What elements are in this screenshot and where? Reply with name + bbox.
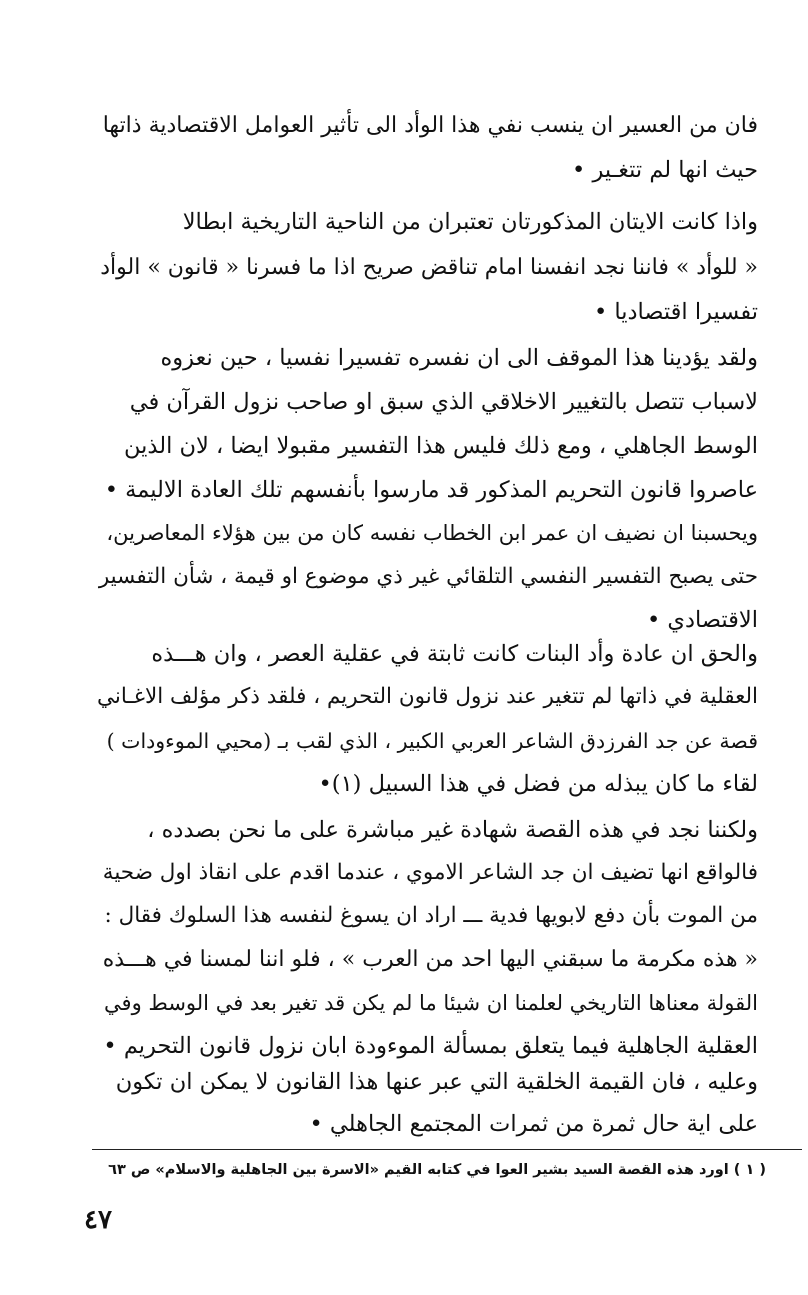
paragraph-line: « هذه مكرمة ما سبقني اليها احد من العرب » ، فلو اننا لمسنا في هـــذه [102,947,758,972]
paragraph-line: على اية حال ثمرة من ثمرات المجتمع الجاهلي • [309,1111,758,1137]
paragraph-line: واذا كانت الايتان المذكورتان تعتبران من الناحية التاريخية ابطالا [182,209,758,235]
paragraph-line: لقاء ما كان يبذله من فضل في هذا السبيل (١)• [318,771,758,797]
paragraph-line: تفسيرا اقتصاديا • [593,299,758,325]
footnote-divider [92,1149,802,1150]
paragraph-line: وعليه ، فان القيمة الخلقية التي عبر عنها هذا القانون لا يمكن ان تكون [115,1069,758,1095]
paragraph-line: العقلية الجاهلية فيما يتعلق بمسألة الموءودة ابان نزول قانون التحريم • [103,1033,758,1059]
paragraph-line: حيث انها لم تتغـير • [572,157,758,183]
paragraph-line: ولكننا نجد في هذه القصة شهادة غير مباشرة على ما نحن بصدده ، [147,817,758,843]
paragraph-line: ولقد يؤدينا هذا الموقف الى ان نفسره تفسيرا نفسيا ، حين نعزوه [160,345,758,371]
paragraph-line: فان من العسير ان ينسب نفي هذا الوأد الى تأثير العوامل الاقتصادية ذاتها [102,113,758,138]
paragraph-line: والحق ان عادة وأد البنات كانت ثابتة في عقلية العصر ، وان هـــذه [151,641,758,667]
paragraph-line: الاقتصادي • [646,607,758,633]
paragraph-line: الوسط الجاهلي ، ومع ذلك فليس هذا التفسير مقبولا ايضا ، لان الذين [124,433,758,459]
paragraph-line: القولة معناها التاريخي لعلمنا ان شيئا ما لم يكن قد تغير بعد في الوسط وفي [104,991,758,1015]
paragraph-line: قصة عن جد الفرزدق الشاعر العربي الكبير ، الذي لقب بـ (محيي الموءودات ) [106,729,758,753]
paragraph-line: العقلية في ذاتها لم تتغير عند نزول قانون التحريم ، فلقد ذكر مؤلف الاغـاني [96,684,758,709]
paragraph-line: « للوأد » فاننا نجد انفسنا امام تناقض صريح اذا ما فسرنا « قانون » الوأد [100,255,758,280]
paragraph-line: عاصروا قانون التحريم المذكور قد مارسوا بأنفسهم تلك العادة الاليمة • [104,477,758,503]
paragraph-line: من الموت بأن دفع لابويها فدية ـــ اراد ان يسوغ لنفسه هذا السلوك فقال : [104,903,758,928]
paragraph-line: ويحسبنا ان نضيف ان عمر ابن الخطاب نفسه كان من بين هؤلاء المعاصرين، [106,521,758,545]
page-number: ٤٧ [84,1205,112,1235]
paragraph-line: فالواقع انها تضيف ان جد الشاعر الاموي ، عندما اقدم على انقاذ اول ضحية [102,860,758,885]
footnote: ( ١ ) اورد هذه القصة السيد بشير العوا في كتابه القيم «الاسرة بين الجاهلية والاسلام» ص ٦٣ [108,1162,766,1178]
paragraph-line: حتى يصبح التفسير النفسي التلقائي غير ذي موضوع او قيمة ، شأن التفسير [98,564,758,589]
paragraph-line: لاسباب تتصل بالتغيير الاخلاقي الذي سبق او صاحب نزول القرآن في [129,389,758,415]
